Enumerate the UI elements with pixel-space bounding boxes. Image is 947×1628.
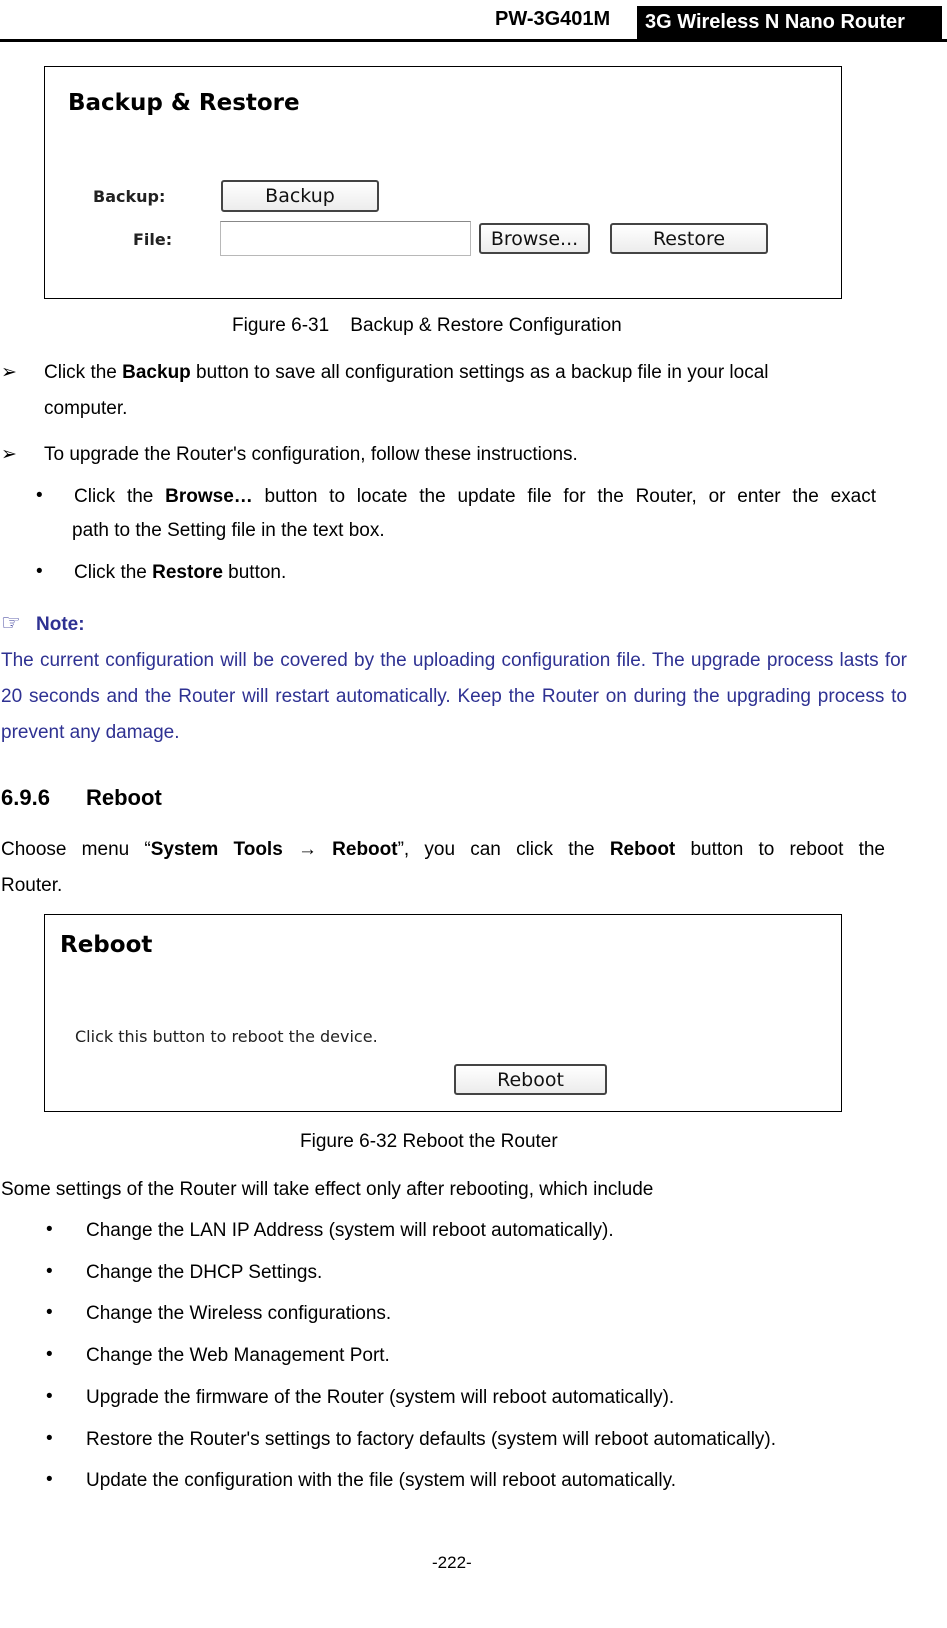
panel-title: Backup & Restore	[68, 90, 300, 116]
backup-button[interactable]: Backup	[221, 180, 379, 212]
bullet-upgrade: To upgrade the Router's configuration, follow these instructions.	[44, 444, 578, 465]
file-label: File:	[133, 230, 173, 249]
dot-bullet-icon: •	[46, 1302, 53, 1323]
dot-bullet-icon: •	[46, 1261, 53, 1282]
page-number: -222-	[432, 1553, 472, 1572]
dot-bullet-icon: •	[46, 1428, 53, 1449]
figure-caption-2: Figure 6-32 Reboot the Router	[300, 1131, 558, 1152]
sub-bullet-restore: Click the Restore button.	[74, 562, 287, 583]
reboot-instructions: Click this button to reboot the device.	[75, 1027, 378, 1046]
list-item: Update the configuration with the file (system will reboot automatically.	[86, 1470, 676, 1491]
reboot-panel	[44, 914, 842, 1112]
dot-bullet-icon: •	[46, 1386, 53, 1407]
dot-bullet-icon: •	[46, 1219, 53, 1240]
dot-bullet-icon: •	[36, 561, 43, 582]
dot-bullet-icon: •	[36, 485, 43, 506]
header-model: PW-3G401M	[495, 8, 611, 30]
note-body: The current configuration will be covered by the uploading configuration file. The upgrade process lasts for 20 seconds and the Router will restart automatically. Keep the Router on during the upgrading process to prevent any damage.	[1, 650, 907, 743]
sub-bullet-browse-line2: path to the Setting file in the text box.	[72, 520, 385, 541]
figure-caption-1: Figure 6-31 Backup & Restore Configuration	[232, 315, 622, 336]
intro-paragraph: Choose menu “System Tools → Reboot”, you can click the Reboot button to reboot the	[1, 839, 886, 860]
backup-restore-panel	[44, 66, 842, 299]
reboot-panel-title: Reboot	[60, 932, 153, 958]
settings-intro: Some settings of the Router will take effect only after rebooting, which include	[1, 1179, 654, 1200]
section-number: 6.9.6	[1, 785, 50, 810]
arrow-bullet-icon: ➢	[1, 444, 17, 465]
note-heading: ☞ Note:	[1, 610, 85, 635]
pointing-hand-icon: ☞	[1, 610, 21, 635]
file-path-input[interactable]	[220, 221, 471, 256]
list-item: Upgrade the firmware of the Router (system will reboot automatically).	[86, 1387, 675, 1408]
list-item: Change the Wireless configurations.	[86, 1303, 392, 1324]
header-product: 3G Wireless N Nano Router	[637, 6, 942, 39]
section-title: Reboot	[86, 785, 162, 810]
header-rule	[0, 39, 947, 42]
restore-button[interactable]: Restore	[610, 223, 768, 254]
browse-button[interactable]: Browse...	[479, 223, 590, 254]
intro-line2: Router.	[1, 875, 63, 896]
list-item: Change the LAN IP Address (system will reboot automatically).	[86, 1220, 614, 1241]
dot-bullet-icon: •	[46, 1469, 53, 1490]
backup-label: Backup:	[93, 187, 166, 206]
bullet-backup-line2: computer.	[44, 398, 128, 419]
list-item: Change the DHCP Settings.	[86, 1262, 323, 1283]
reboot-button[interactable]: Reboot	[454, 1064, 607, 1095]
arrow-bullet-icon: ➢	[1, 362, 17, 383]
list-item: Change the Web Management Port.	[86, 1345, 390, 1366]
dot-bullet-icon: •	[46, 1344, 53, 1365]
list-item: Restore the Router's settings to factory defaults (system will reboot automatically).	[86, 1429, 777, 1450]
sub-bullet-browse: Click the Browse… button to locate the update file for the Router, or enter the exact	[74, 486, 876, 507]
bullet-backup: Click the Backup button to save all configuration settings as a backup file in your local	[44, 362, 769, 383]
